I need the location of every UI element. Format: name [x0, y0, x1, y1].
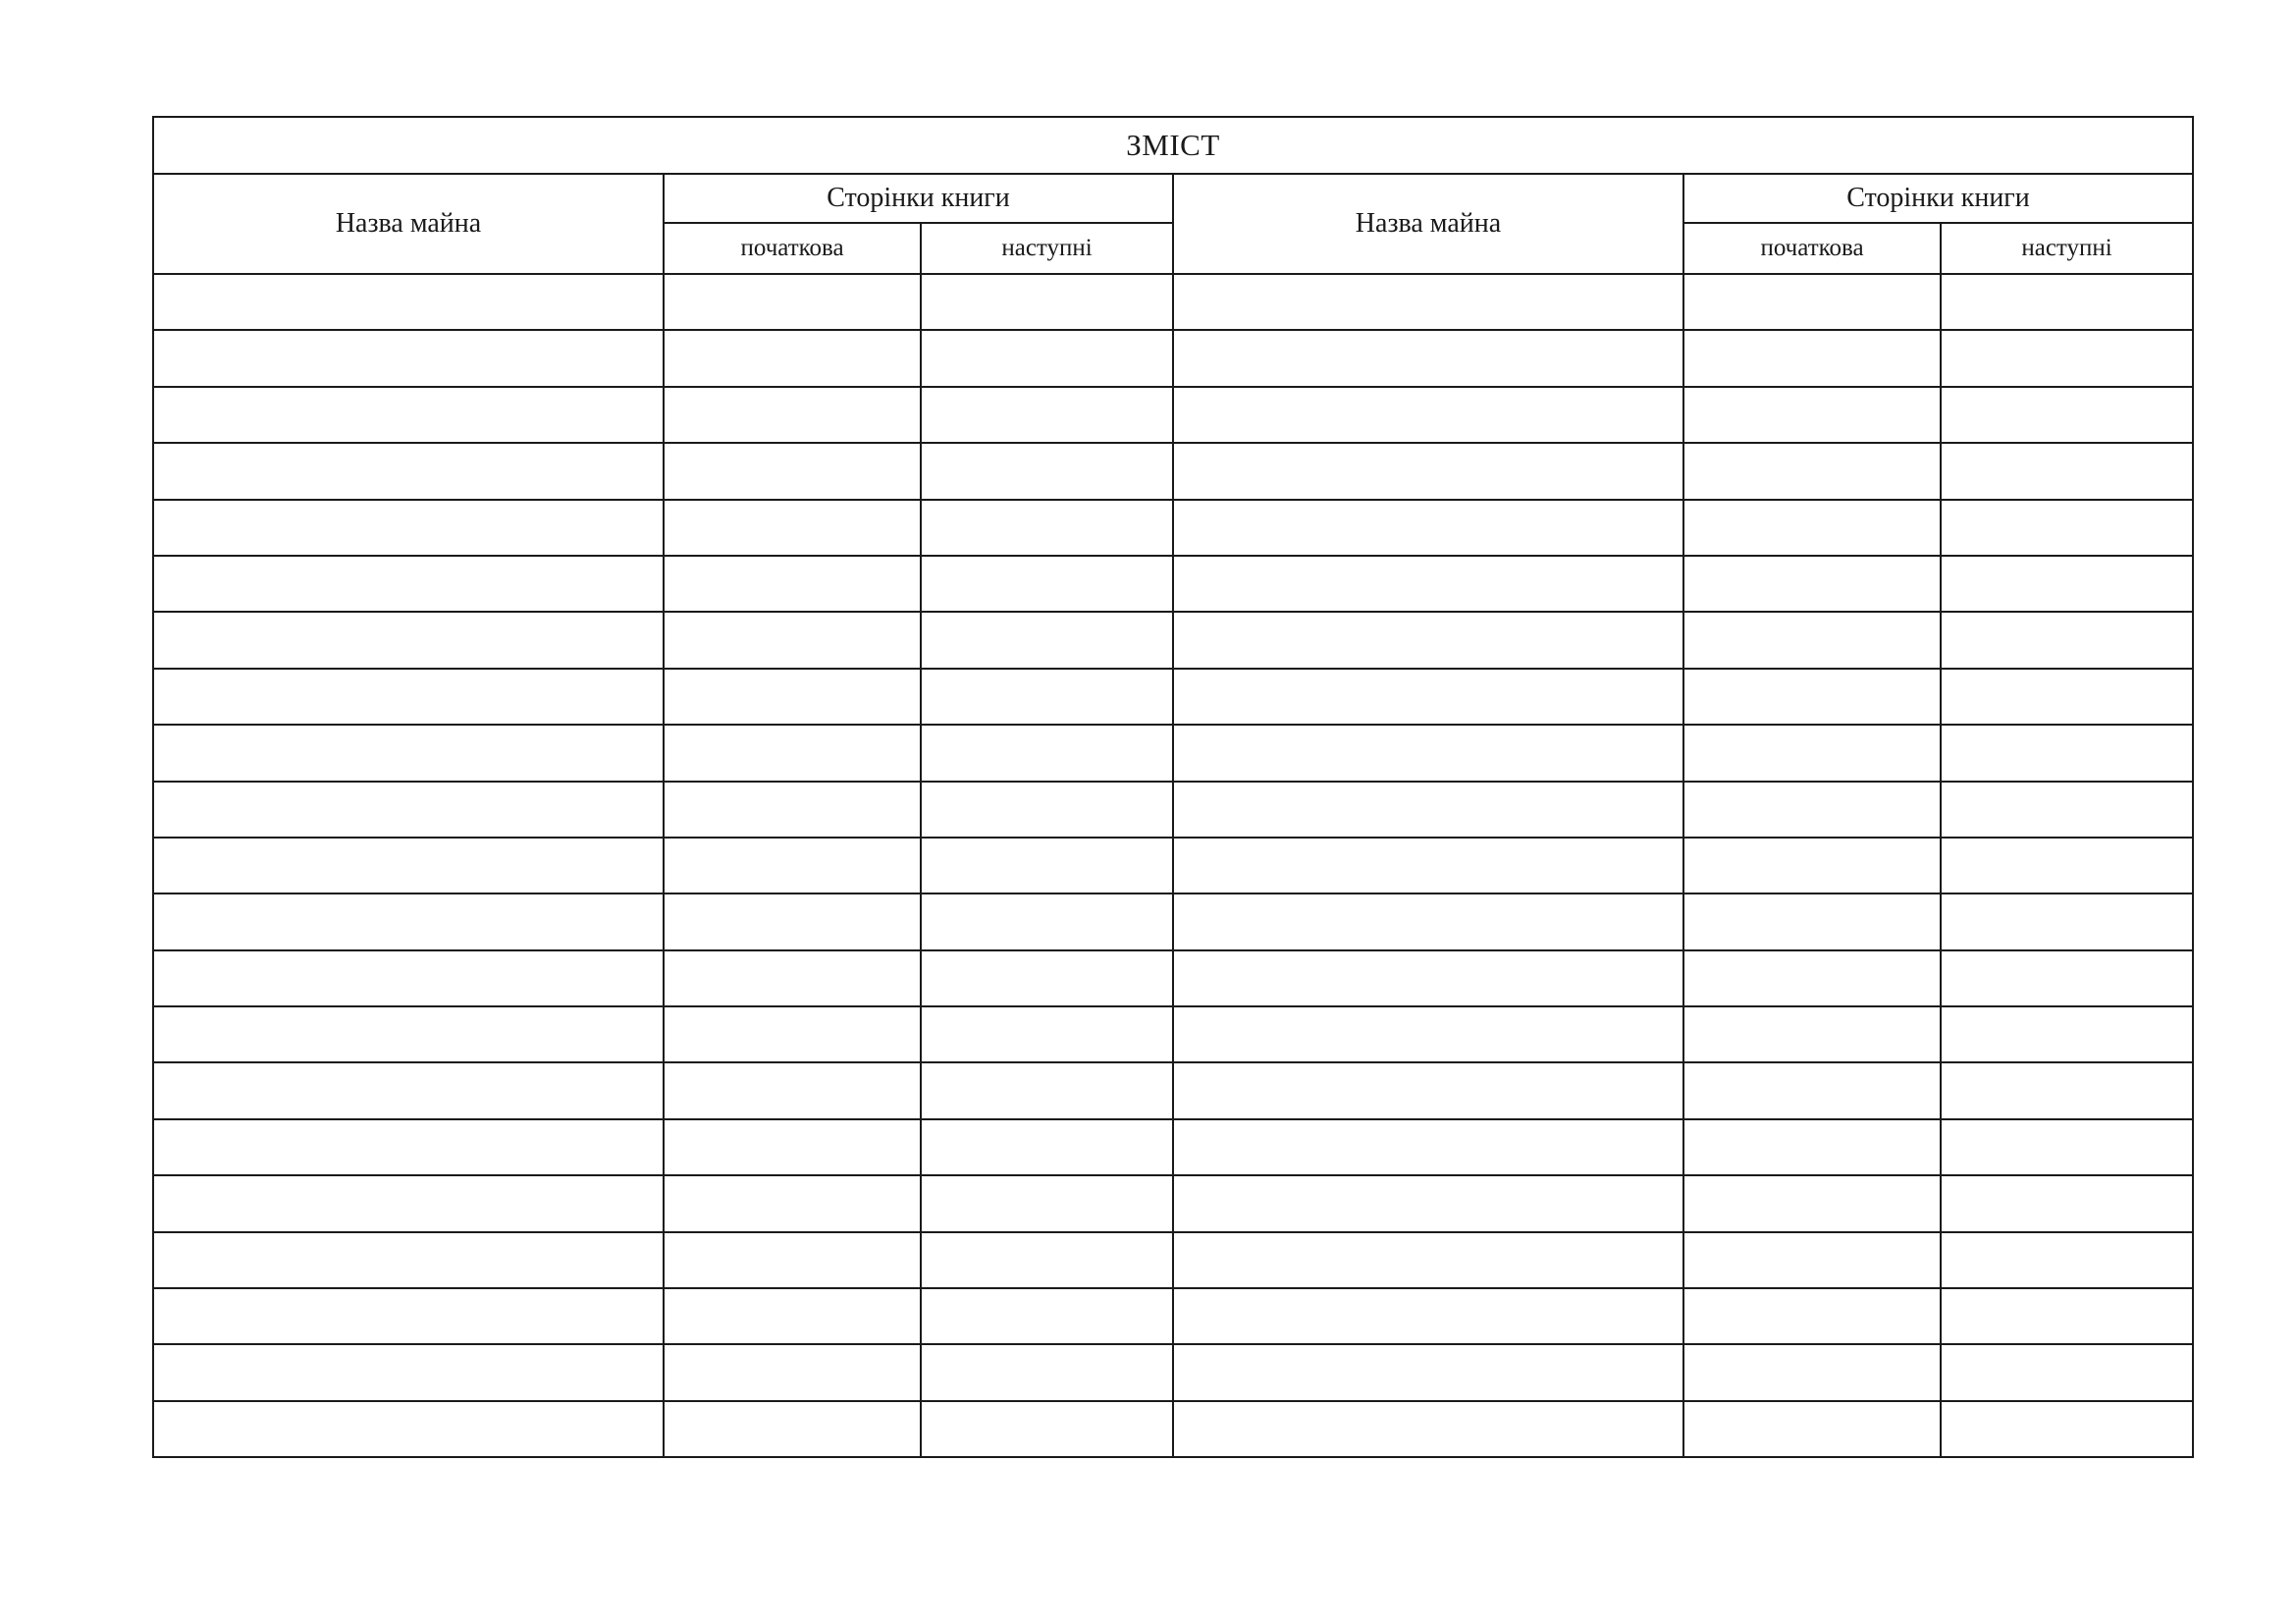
table-cell[interactable]	[664, 893, 921, 949]
table-cell[interactable]	[921, 274, 1173, 330]
table-cell[interactable]	[1173, 1006, 1683, 1062]
table-cell[interactable]	[921, 330, 1173, 386]
table-cell[interactable]	[1173, 950, 1683, 1006]
table-cell[interactable]	[1941, 500, 2193, 556]
table-row	[153, 500, 2193, 556]
table-cell[interactable]	[1941, 1175, 2193, 1231]
table-cell[interactable]	[1683, 612, 1941, 668]
table-cell[interactable]	[1173, 669, 1683, 725]
table-row	[153, 950, 2193, 1006]
table-cell[interactable]	[921, 950, 1173, 1006]
table-cell[interactable]	[664, 330, 921, 386]
table-cell[interactable]	[921, 556, 1173, 612]
table-cell[interactable]	[153, 893, 664, 949]
table-cell[interactable]	[1941, 893, 2193, 949]
table-cell[interactable]	[1683, 1401, 1941, 1457]
table-body	[153, 274, 2193, 1457]
table-cell[interactable]	[1941, 612, 2193, 668]
title-row	[153, 117, 2193, 174]
table-cell[interactable]	[664, 1288, 921, 1344]
table-cell[interactable]	[921, 782, 1173, 838]
table-cell[interactable]	[664, 1119, 921, 1175]
table-row	[153, 1232, 2193, 1288]
table-cell[interactable]	[1683, 1288, 1941, 1344]
table-cell[interactable]	[1941, 782, 2193, 838]
table-cell[interactable]	[153, 387, 664, 443]
column-header-name-right: Назва майна	[1173, 174, 1683, 274]
table-cell[interactable]	[921, 1344, 1173, 1400]
table-cell[interactable]	[664, 443, 921, 499]
table-cell[interactable]	[1173, 1232, 1683, 1288]
table-cell[interactable]	[1173, 612, 1683, 668]
table-cell[interactable]	[153, 330, 664, 386]
table-cell[interactable]	[153, 1006, 664, 1062]
table-cell[interactable]	[153, 1175, 664, 1231]
table-cell[interactable]	[153, 838, 664, 893]
table-cell[interactable]	[1683, 950, 1941, 1006]
table-cell[interactable]	[921, 612, 1173, 668]
table-cell[interactable]	[664, 782, 921, 838]
table-cell[interactable]	[1941, 950, 2193, 1006]
table-cell[interactable]	[1683, 1062, 1941, 1118]
table-cell[interactable]	[664, 669, 921, 725]
table-cell[interactable]	[1173, 556, 1683, 612]
table-cell[interactable]	[1683, 893, 1941, 949]
table-cell[interactable]	[664, 1401, 921, 1457]
table-cell[interactable]	[153, 725, 664, 781]
table-cell[interactable]	[664, 950, 921, 1006]
column-subheader-start-left: початкова	[664, 223, 921, 274]
table-cell[interactable]	[921, 1175, 1173, 1231]
table-cell[interactable]	[1941, 1119, 2193, 1175]
table-row	[153, 1119, 2193, 1175]
table-cell[interactable]	[1173, 725, 1683, 781]
table-cell[interactable]	[921, 1062, 1173, 1118]
table-cell[interactable]	[1173, 1344, 1683, 1400]
table-cell[interactable]	[1683, 1344, 1941, 1400]
table-cell[interactable]	[921, 725, 1173, 781]
table-cell[interactable]	[1683, 1175, 1941, 1231]
table-cell[interactable]	[1683, 838, 1941, 893]
table-row	[153, 1062, 2193, 1118]
table-cell[interactable]	[153, 1401, 664, 1457]
table-cell[interactable]	[153, 1062, 664, 1118]
column-header-pages-right: Сторінки книги	[1683, 174, 2193, 223]
table-cell[interactable]	[1683, 443, 1941, 499]
table-cell[interactable]	[921, 1119, 1173, 1175]
table-row	[153, 612, 2193, 668]
table-cell[interactable]	[1173, 387, 1683, 443]
table-cell[interactable]	[921, 443, 1173, 499]
table-cell[interactable]	[1683, 1006, 1941, 1062]
table-row	[153, 782, 2193, 838]
table-row	[153, 1288, 2193, 1344]
table-cell[interactable]	[1941, 1062, 2193, 1118]
table-row	[153, 443, 2193, 499]
table-cell[interactable]	[664, 556, 921, 612]
table-row	[153, 1006, 2193, 1062]
table-row	[153, 725, 2193, 781]
column-header-pages-left: Сторінки книги	[664, 174, 1173, 223]
table-cell[interactable]	[1941, 1006, 2193, 1062]
table-cell[interactable]	[153, 669, 664, 725]
table-cell[interactable]	[1173, 782, 1683, 838]
page-title: ЗМІСТ	[153, 117, 2193, 174]
table-cell[interactable]	[153, 782, 664, 838]
table-cell[interactable]	[1941, 1344, 2193, 1400]
table-cell[interactable]	[664, 1344, 921, 1400]
table-cell[interactable]	[921, 1232, 1173, 1288]
table-cell[interactable]	[1683, 669, 1941, 725]
table-cell[interactable]	[1683, 330, 1941, 386]
table-cell[interactable]	[153, 612, 664, 668]
table-cell[interactable]	[1941, 725, 2193, 781]
table-row	[153, 893, 2193, 949]
table-cell[interactable]	[1683, 556, 1941, 612]
table-cell[interactable]	[1173, 1062, 1683, 1118]
table-cell[interactable]	[153, 500, 664, 556]
table-cell[interactable]	[1173, 1288, 1683, 1344]
table-cell[interactable]	[1941, 838, 2193, 893]
column-subheader-start-right: початкова	[1683, 223, 1941, 274]
table-cell[interactable]	[921, 1401, 1173, 1457]
table-cell[interactable]	[153, 950, 664, 1006]
column-header-name-left: Назва майна	[153, 174, 664, 274]
table-cell[interactable]	[1173, 838, 1683, 893]
table-cell[interactable]	[1941, 1401, 2193, 1457]
table-row	[153, 274, 2193, 330]
table-cell[interactable]	[153, 1119, 664, 1175]
table-cell[interactable]	[1173, 893, 1683, 949]
table-cell[interactable]	[664, 1006, 921, 1062]
table-cell[interactable]	[153, 1344, 664, 1400]
table-cell[interactable]	[664, 612, 921, 668]
table-cell[interactable]	[153, 1288, 664, 1344]
table-cell[interactable]	[664, 1062, 921, 1118]
table-cell[interactable]	[1173, 1175, 1683, 1231]
table-cell[interactable]	[921, 893, 1173, 949]
table-cell[interactable]	[664, 274, 921, 330]
table-cell[interactable]	[1683, 1232, 1941, 1288]
table-cell[interactable]	[921, 387, 1173, 443]
table-cell[interactable]	[1683, 725, 1941, 781]
table-cell[interactable]	[153, 274, 664, 330]
table-cell[interactable]	[153, 443, 664, 499]
table-cell[interactable]	[1941, 556, 2193, 612]
table-cell[interactable]	[1941, 387, 2193, 443]
table-cell[interactable]	[1683, 387, 1941, 443]
table-cell[interactable]	[1683, 1119, 1941, 1175]
table-cell[interactable]	[921, 1288, 1173, 1344]
table-row	[153, 838, 2193, 893]
table-cell[interactable]	[664, 838, 921, 893]
table-cell[interactable]	[1683, 500, 1941, 556]
table-cell[interactable]	[1173, 1119, 1683, 1175]
table-row	[153, 1175, 2193, 1231]
table-row	[153, 330, 2193, 386]
table-cell[interactable]	[664, 500, 921, 556]
column-subheader-next-left: наступні	[921, 223, 1173, 274]
table-cell[interactable]	[153, 1232, 664, 1288]
table-cell[interactable]	[1941, 669, 2193, 725]
contents-table	[152, 116, 2194, 1458]
table-cell[interactable]	[1941, 1288, 2193, 1344]
table-row	[153, 669, 2193, 725]
table-cell[interactable]	[1173, 274, 1683, 330]
table-row	[153, 1344, 2193, 1400]
table-cell[interactable]	[664, 387, 921, 443]
table-cell[interactable]	[1173, 443, 1683, 499]
table-cell[interactable]	[1941, 443, 2193, 499]
table-cell[interactable]	[1941, 330, 2193, 386]
table-cell[interactable]	[664, 1232, 921, 1288]
table-cell[interactable]	[1683, 782, 1941, 838]
table-cell[interactable]	[921, 669, 1173, 725]
table-cell[interactable]	[921, 838, 1173, 893]
table-cell[interactable]	[1173, 330, 1683, 386]
table-cell[interactable]	[921, 1006, 1173, 1062]
table-row	[153, 556, 2193, 612]
table-row	[153, 387, 2193, 443]
table-cell[interactable]	[153, 556, 664, 612]
table-cell[interactable]	[1941, 274, 2193, 330]
table-cell[interactable]	[1173, 500, 1683, 556]
table-cell[interactable]	[664, 725, 921, 781]
table-cell[interactable]	[1173, 1401, 1683, 1457]
header-row-primary	[153, 174, 2193, 223]
table-cell[interactable]	[921, 500, 1173, 556]
table-cell[interactable]	[1941, 1232, 2193, 1288]
table-cell[interactable]	[1683, 274, 1941, 330]
table-cell[interactable]	[664, 1175, 921, 1231]
column-subheader-next-right: наступні	[1941, 223, 2193, 274]
table-row	[153, 1401, 2193, 1457]
